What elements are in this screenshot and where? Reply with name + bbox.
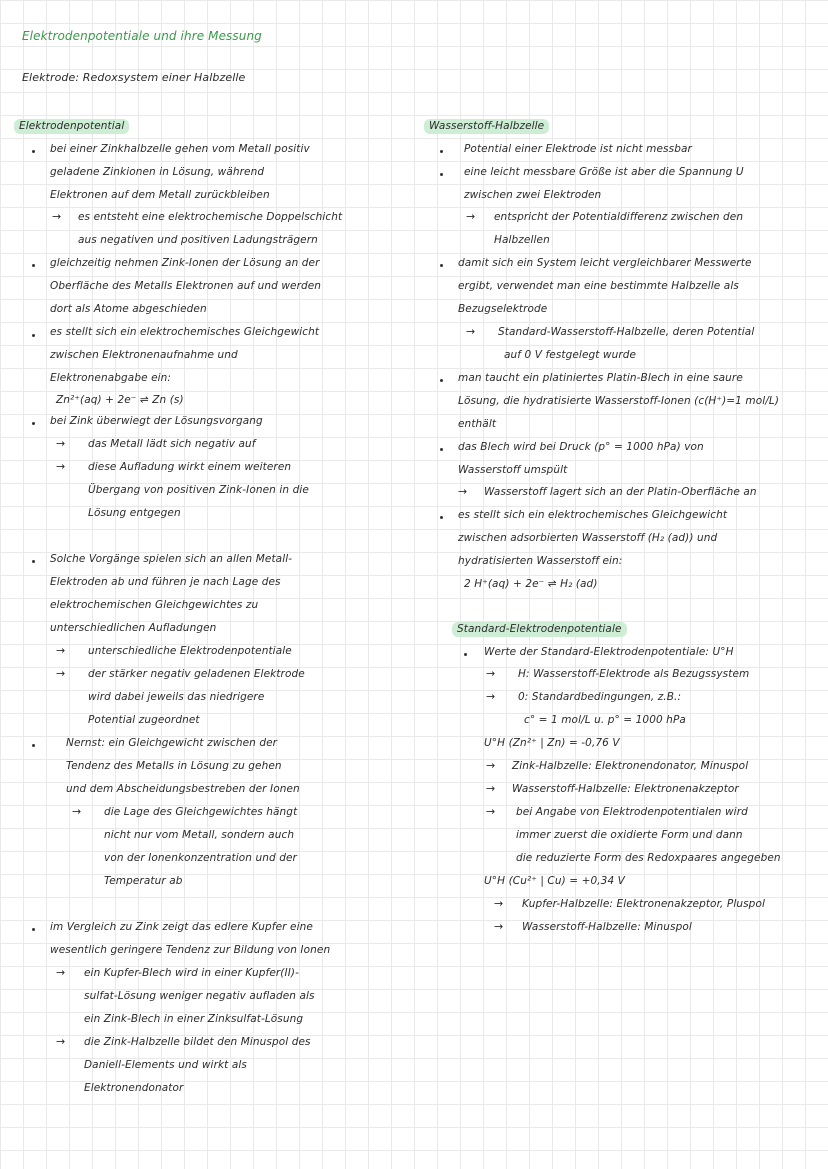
note-line: Tendenz des Metalls in Lösung zu gehen — [66, 760, 282, 772]
arrow-icon: → — [56, 437, 66, 450]
note-line: die Zink-Halbzelle bildet den Minuspol des — [84, 1036, 311, 1048]
arrow-icon: → — [56, 966, 66, 979]
equation: 2 H⁺(aq) + 2e⁻ ⇌ H₂ (ad) — [464, 578, 598, 590]
note-line: Nernst: ein Gleichgewicht zwischen der — [66, 737, 278, 749]
page-title: Elektrodenpotentiale und ihre Messung — [22, 29, 262, 43]
note-line: bei Angabe von Elektrodenpotentialen wird — [516, 806, 748, 818]
note-line: U°H (Zn²⁺ | Zn) = -0,76 V — [484, 737, 620, 749]
note-line: entspricht der Potentialdifferenz zwischen den — [494, 211, 744, 223]
note-line: gleichzeitig nehmen Zink-Ionen der Lösung an der — [50, 257, 320, 269]
note-line: der stärker negativ geladenen Elektrode — [88, 668, 305, 680]
note-line: im Vergleich zu Zink zeigt das edlere Kupfer eine — [50, 921, 313, 933]
bullet-dot — [32, 422, 35, 425]
note-line: Lösung entgegen — [88, 507, 181, 519]
bullet-dot — [440, 448, 443, 451]
note-line: geladene Zinkionen in Lösung, während — [50, 166, 265, 178]
note-line: Bezugselektrode — [458, 303, 548, 315]
note-line: Oberfläche des Metalls Elektronen auf und werden — [50, 280, 322, 292]
note-line: wesentlich geringere Tendenz zur Bildung von Ionen — [50, 944, 331, 956]
note-line: Zink-Halbzelle: Elektronendonator, Minuspol — [512, 760, 749, 772]
note-line: Werte der Standard-Elektrodenpotentiale: U°H — [484, 646, 734, 658]
note-line: 0: Standardbedingungen, z.B.: — [518, 691, 682, 703]
note-line: elektrochemischen Gleichgewichtes zu — [50, 599, 259, 611]
note-line: es stellt sich ein elektrochemisches Gleichgewicht — [50, 326, 320, 338]
note-line: c° = 1 mol/L u. p° = 1000 hPa — [524, 714, 686, 726]
bullet-dot — [32, 560, 35, 563]
note-line: Potential zugeordnet — [88, 714, 200, 726]
arrow-icon: → — [52, 210, 62, 223]
note-line: Kupfer-Halbzelle: Elektronenakzeptor, Pluspol — [522, 898, 765, 910]
note-line: von der Ionenkonzentration und der — [104, 852, 297, 864]
arrow-icon: → — [486, 759, 496, 772]
arrow-icon: → — [72, 805, 82, 818]
note-line: die Lage des Gleichgewichtes hängt — [104, 806, 298, 818]
note-line: Elektroden ab und führen je nach Lage des — [50, 576, 281, 588]
note-line: zwischen zwei Elektroden — [464, 189, 602, 201]
note-line: das Blech wird bei Druck (p° = 1000 hPa) von — [458, 441, 704, 453]
note-line: bei Zink überwiegt der Lösungsvorgang — [50, 415, 263, 427]
arrow-icon: → — [56, 667, 66, 680]
note-line: hydratisierten Wasserstoff ein: — [458, 555, 623, 567]
note-line: Elektronendonator — [84, 1082, 184, 1094]
arrow-icon: → — [486, 805, 496, 818]
arrow-icon: → — [466, 210, 476, 223]
arrow-icon: → — [486, 782, 496, 795]
note-line: Elektronenabgabe ein: — [50, 372, 172, 384]
note-line: zwischen adsorbierten Wasserstoff (H₂ (ad)) und — [458, 532, 718, 544]
bullet-dot — [32, 744, 35, 747]
bullet-dot — [32, 150, 35, 153]
note-line: Halbzellen — [494, 234, 550, 246]
arrow-icon: → — [56, 1035, 66, 1048]
note-line: damit sich ein System leicht vergleichbarer Messwerte — [458, 257, 752, 269]
note-line: die reduzierte Form des Redoxpaares angegeben — [516, 852, 781, 864]
arrow-icon: → — [56, 460, 66, 473]
note-line: eine leicht messbare Größe ist aber die Spannung U — [464, 166, 744, 178]
note-line: das Metall lädt sich negativ auf — [88, 438, 256, 450]
note-line: unterschiedlichen Aufladungen — [50, 622, 217, 634]
bullet-dot — [32, 334, 35, 337]
bullet-dot — [440, 379, 443, 382]
note-line: Wasserstoff lagert sich an der Platin-Oberfläche an — [484, 486, 757, 498]
note-line: sulfat-Lösung weniger negativ aufladen als — [84, 990, 315, 1002]
arrow-icon: → — [56, 644, 66, 657]
page-subtitle: Elektrode: Redoxsystem einer Halbzelle — [22, 71, 246, 84]
note-line: enthält — [458, 418, 497, 430]
left-heading: Elektrodenpotential — [14, 119, 129, 134]
note-line: Wasserstoff umspült — [458, 464, 568, 476]
note-line: aus negativen und positiven Ladungsträgern — [78, 234, 318, 246]
note-line: und dem Abscheidungsbestreben der Ionen — [66, 783, 300, 795]
right-heading-standard: Standard-Elektrodenpotentiale — [452, 622, 627, 637]
arrow-icon: → — [486, 667, 496, 680]
note-line: Übergang von positiven Zink-Ionen in die — [88, 484, 309, 496]
note-line: Wasserstoff-Halbzelle: Elektronenakzeptor — [512, 783, 739, 795]
note-line: ergibt, verwendet man eine bestimmte Halbzelle als — [458, 280, 739, 292]
note-line: Daniell-Elements und wirkt als — [84, 1059, 247, 1071]
note-line: Lösung, die hydratisierte Wasserstoff-Ionen (c(H⁺)=1 mol/L) — [458, 395, 780, 407]
arrow-icon: → — [494, 897, 504, 910]
bullet-dot — [440, 264, 443, 267]
note-line: Potential einer Elektrode ist nicht messbar — [464, 143, 692, 155]
note-line: bei einer Zinkhalbzelle gehen vom Metall positiv — [50, 143, 310, 155]
arrow-icon: → — [486, 690, 496, 703]
bullet-dot — [440, 173, 443, 176]
bullet-dot — [464, 653, 467, 656]
note-line: dort als Atome abgeschieden — [50, 303, 207, 315]
note-line: es entsteht eine elektrochemische Doppelschicht — [78, 211, 343, 223]
arrow-icon: → — [458, 485, 468, 498]
note-line: U°H (Cu²⁺ | Cu) = +0,34 V — [484, 875, 625, 887]
note-line: unterschiedliche Elektrodenpotentiale — [88, 645, 292, 657]
note-line: nicht nur vom Metall, sondern auch — [104, 829, 295, 841]
note-line: ein Zink-Blech in einer Zinksulfat-Lösung — [84, 1013, 304, 1025]
arrow-icon: → — [466, 325, 476, 338]
bullet-dot — [440, 516, 443, 519]
equation: Zn²⁺(aq) + 2e⁻ ⇌ Zn (s) — [56, 394, 184, 406]
arrow-icon: → — [494, 920, 504, 933]
note-line: ein Kupfer-Blech wird in einer Kupfer(II)- — [84, 967, 299, 979]
note-line: wird dabei jeweils das niedrigere — [88, 691, 265, 703]
note-line: diese Aufladung wirkt einem weiteren — [88, 461, 292, 473]
note-line: zwischen Elektronenaufnahme und — [50, 349, 238, 361]
right-heading-wasserstoff: Wasserstoff-Halbzelle — [424, 119, 549, 134]
note-line: Wasserstoff-Halbzelle: Minuspol — [522, 921, 692, 933]
note-line: es stellt sich ein elektrochemisches Gleichgewicht — [458, 509, 728, 521]
note-line: Solche Vorgänge spielen sich an allen Metall- — [50, 553, 293, 565]
bullet-dot — [32, 264, 35, 267]
note-line: auf 0 V festgelegt wurde — [504, 349, 637, 361]
note-line: man taucht ein platiniertes Platin-Blech in eine saure — [458, 372, 743, 384]
note-line: Elektronen auf dem Metall zurückbleiben — [50, 189, 270, 201]
bullet-dot — [32, 928, 35, 931]
note-line: immer zuerst die oxidierte Form und dann — [516, 829, 743, 841]
note-line: Temperatur ab — [104, 875, 183, 887]
note-line: H: Wasserstoff-Elektrode als Bezugssystem — [518, 668, 750, 680]
note-line: Standard-Wasserstoff-Halbzelle, deren Potential — [498, 326, 755, 338]
bullet-dot — [440, 150, 443, 153]
